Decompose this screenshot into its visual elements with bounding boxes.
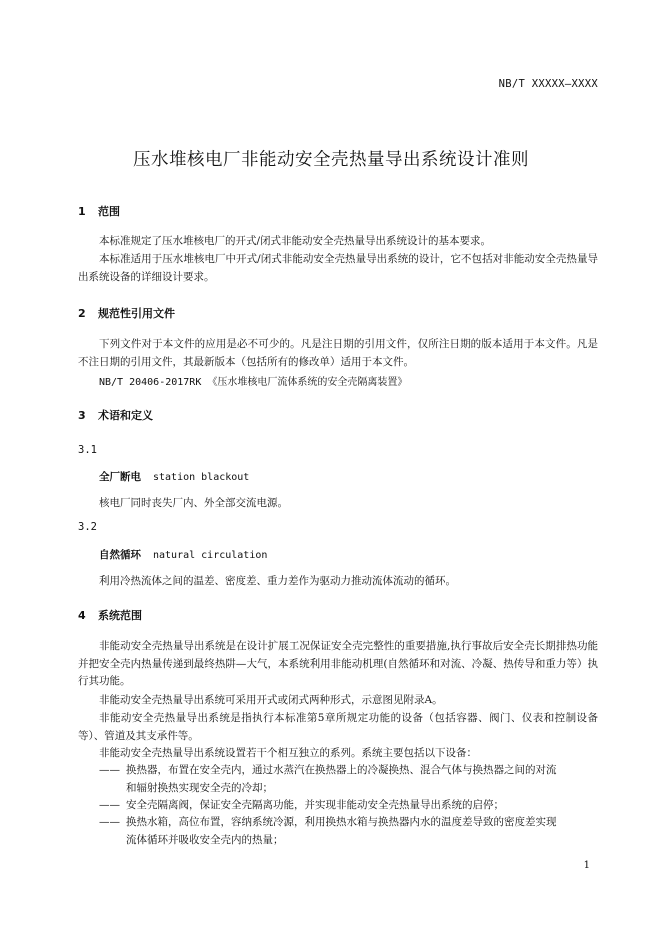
section-title: 规范性引用文件 <box>98 307 175 320</box>
term-number: 3.2 <box>78 521 97 533</box>
list-item-text: 换热水箱，高位布置，容纳系统冷源，利用换热水箱与换热器内水的温度差导致的密度差实现 <box>126 816 557 828</box>
scope-paragraph-1: 本标准规定了压水堆核电厂的开式/闭式非能动安全壳热量导出系统设计的基本要求。 <box>99 235 492 247</box>
references-paragraph: 下列文件对于本文件的应用是必不可少的。凡是注日期的引用文件，仅所注日期的版本适用于本文件。凡是不注日期的引用文件，其最新版本（包括所有的修改单）适用于本文件。 <box>78 338 598 368</box>
term-number: 3.1 <box>78 444 97 456</box>
section-4-heading <box>78 607 142 623</box>
list-item <box>99 814 598 849</box>
system-paragraph-1: 非能动安全壳热量导出系统是在设计扩展工况保证安全壳完整性的重要措施,执行事故后安全壳长期排热功能并把安全壳内热量传递到最终热阱—大气，本系统利用非能动机理(自然循环和对流、冷凝、热传导和重力等）执行其功能。 <box>78 640 598 687</box>
system-paragraph-3: 非能动安全壳热量导出系统是指执行本标准第5章所规定功能的设备（包括容器、阀门、仪表和控制设备等）、管道及其支承件等。 <box>78 712 598 742</box>
section-title: 范围 <box>98 205 120 218</box>
term-definition: 利用冷热流体之间的温差、密度差、重力差作为驱动力推动流体流动的循环。 <box>99 575 456 587</box>
section-2-heading <box>78 305 175 321</box>
scope-paragraph-2: 本标准适用于压水堆核电厂中开式/闭式非能动安全壳热量导出系统的设计，它不包括对非能动安全壳热量导出系统设备的详细设计要求。 <box>78 253 598 283</box>
term-en: natural circulation <box>153 550 268 561</box>
term-heading <box>99 547 267 562</box>
reference-entry: NB/T 20406-2017RK 《压水堆核电厂流体系统的安全壳隔离装置》 <box>99 377 408 388</box>
document-title: 压水堆核电厂非能动安全壳热量导出系统设计准则 <box>133 150 529 170</box>
term-cn: 全厂断电 <box>99 471 141 483</box>
term-heading <box>99 469 249 484</box>
section-number: 2 <box>78 307 86 320</box>
section-number: 1 <box>78 205 86 218</box>
system-paragraph-2: 非能动安全壳热量导出系统可采用开式或闭式两种形式，示意图见附录A。 <box>99 694 443 706</box>
system-paragraph-4: 非能动安全壳热量导出系统设置若干个相互独立的系列。系统主要包括以下设备： <box>99 747 477 759</box>
list-dash: —— <box>99 816 120 828</box>
section-title: 术语和定义 <box>98 409 153 422</box>
list-item-continuation: 流体循环并吸收安全壳内的热量； <box>126 833 284 846</box>
section-3-heading <box>78 407 153 423</box>
list-dash: —— <box>99 764 120 776</box>
list-dash: —— <box>99 799 120 811</box>
section-number: 3 <box>78 409 86 422</box>
term-cn: 自然循环 <box>99 549 141 561</box>
list-item-continuation: 和辐射换热实现安全壳的冷却； <box>126 781 273 794</box>
list-item-text: 安全壳隔离阀，保证安全壳隔离功能，并实现非能动安全壳热量导出系统的启停； <box>126 799 504 811</box>
standard-code: NB/T XXXXX—XXXX <box>498 78 598 90</box>
list-item-text: 换热器，布置在安全壳内，通过水蒸汽在换热器上的冷凝换热、混合气体与换热器之间的对流 <box>126 764 557 776</box>
page-number: 1 <box>583 860 590 871</box>
list-item <box>99 797 598 815</box>
term-definition: 核电厂同时丧失厂内、外全部交流电源。 <box>99 497 288 509</box>
term-en: station blackout <box>153 472 250 483</box>
section-1-heading <box>78 203 120 219</box>
section-number: 4 <box>78 609 86 622</box>
list-item <box>99 762 598 797</box>
section-title: 系统范围 <box>98 609 142 622</box>
